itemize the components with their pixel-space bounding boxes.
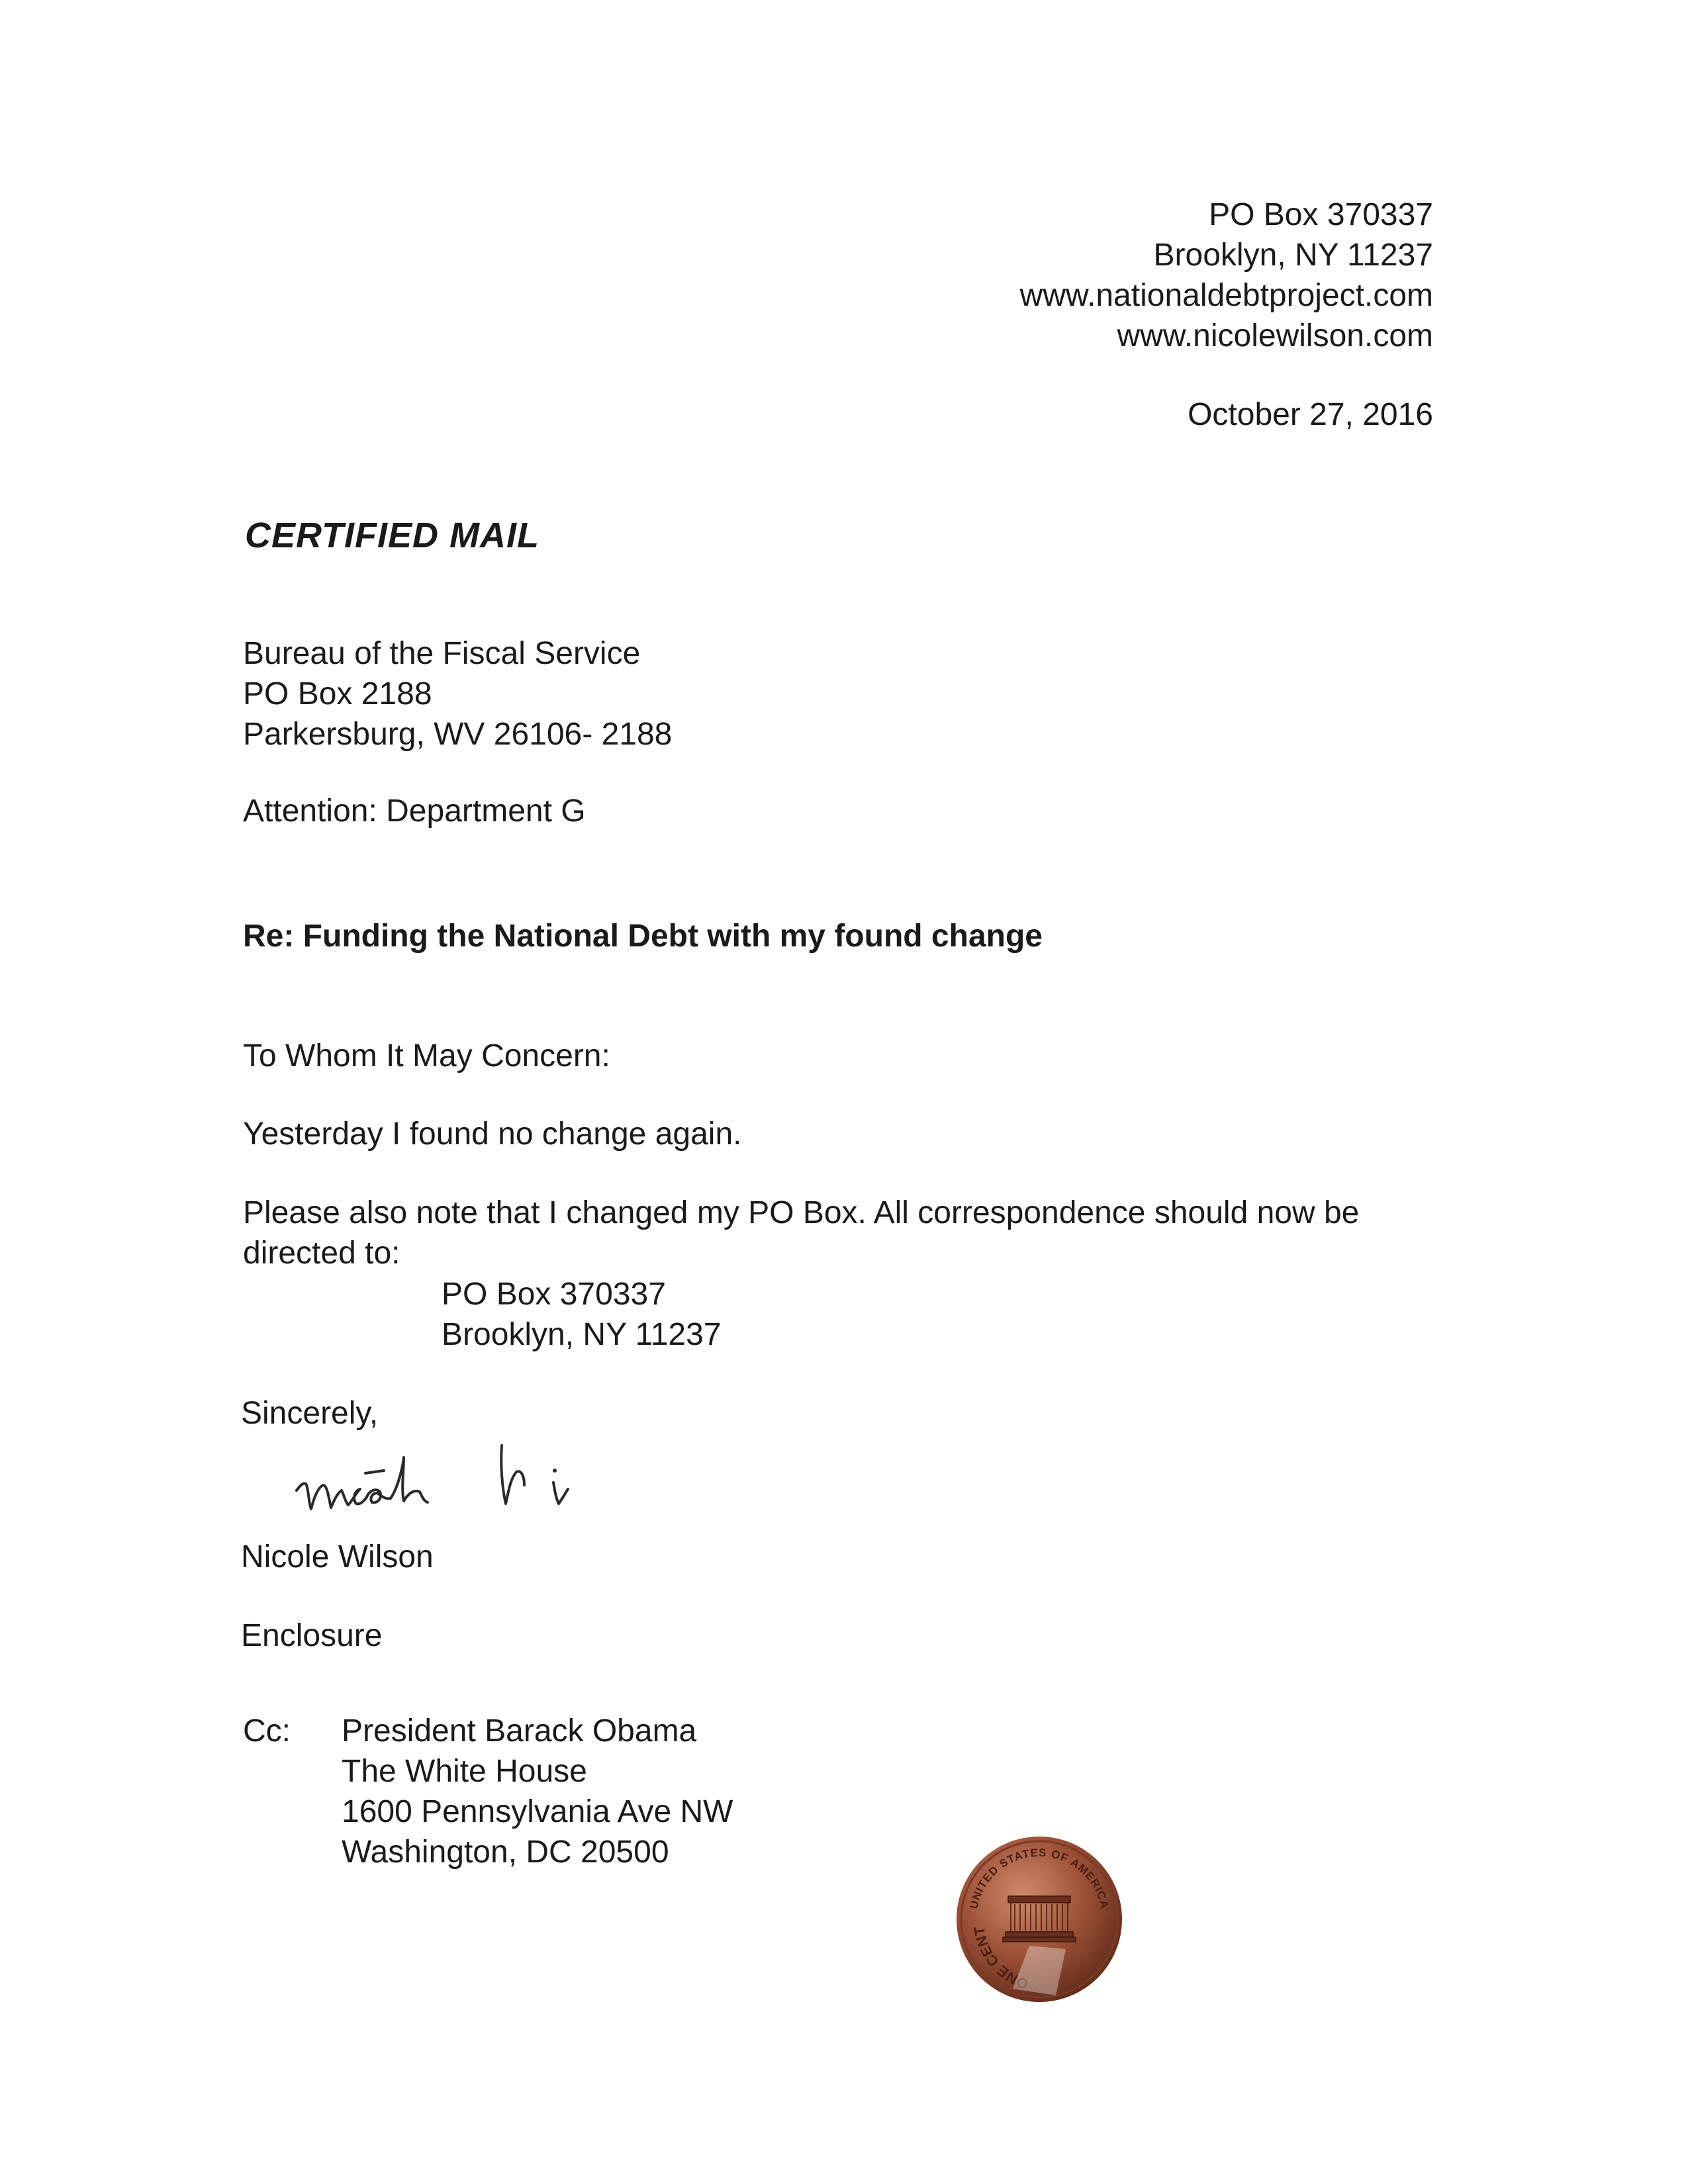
new-address-line: Brooklyn, NY 11237: [442, 1317, 722, 1352]
sender-website-link: www.nicolewilson.com: [1117, 318, 1433, 353]
recipient-address: [243, 633, 672, 754]
subject-line: Re: Funding the National Debt with my found change: [243, 919, 1043, 954]
penny-coin-image: [950, 1830, 1129, 2009]
new-address-line: PO Box 370337: [442, 1277, 666, 1312]
coin-inscription: UNITED STATES OF AMERICA: [967, 1846, 1111, 1911]
closing: Sincerely,: [241, 1396, 379, 1431]
cc-line: Washington, DC 20500: [342, 1835, 669, 1870]
recipient-line: Bureau of the Fiscal Service: [243, 636, 641, 671]
sender-website-link: www.nationaldebtproject.com: [1019, 278, 1433, 313]
cc-label: Cc:: [243, 1713, 291, 1749]
cc-address: [342, 1711, 733, 1872]
recipient-line: PO Box 2188: [243, 676, 432, 711]
cc-line: The White House: [342, 1754, 587, 1789]
salutation: To Whom It May Concern:: [243, 1038, 610, 1073]
sender-address: [1020, 195, 1433, 356]
sender-line: PO Box 370337: [1209, 197, 1433, 232]
coin-denomination: ONE CENT: [970, 1925, 1031, 1993]
handwritten-signature: [291, 1430, 662, 1542]
cc-line: 1600 Pennsylvania Ave NW: [342, 1794, 733, 1829]
enclosure-note: Enclosure: [241, 1618, 383, 1653]
body-paragraph: Please also note that I changed my PO Box. All correspondence should now be directed to:: [243, 1195, 1360, 1271]
signer-name: Nicole Wilson: [241, 1539, 434, 1574]
attention-line: Attention: Department G: [243, 794, 586, 829]
letter-date: October 27, 2016: [1188, 397, 1433, 432]
recipient-line: Parkersburg, WV 26106- 2188: [243, 717, 673, 752]
certified-mail-heading: CERTIFIED MAIL: [245, 516, 539, 555]
sender-line: Brooklyn, NY 11237: [1153, 238, 1433, 273]
body-paragraph: Yesterday I found no change again.: [243, 1116, 742, 1152]
cc-line: President Barack Obama: [342, 1713, 697, 1749]
new-address: [442, 1274, 721, 1355]
